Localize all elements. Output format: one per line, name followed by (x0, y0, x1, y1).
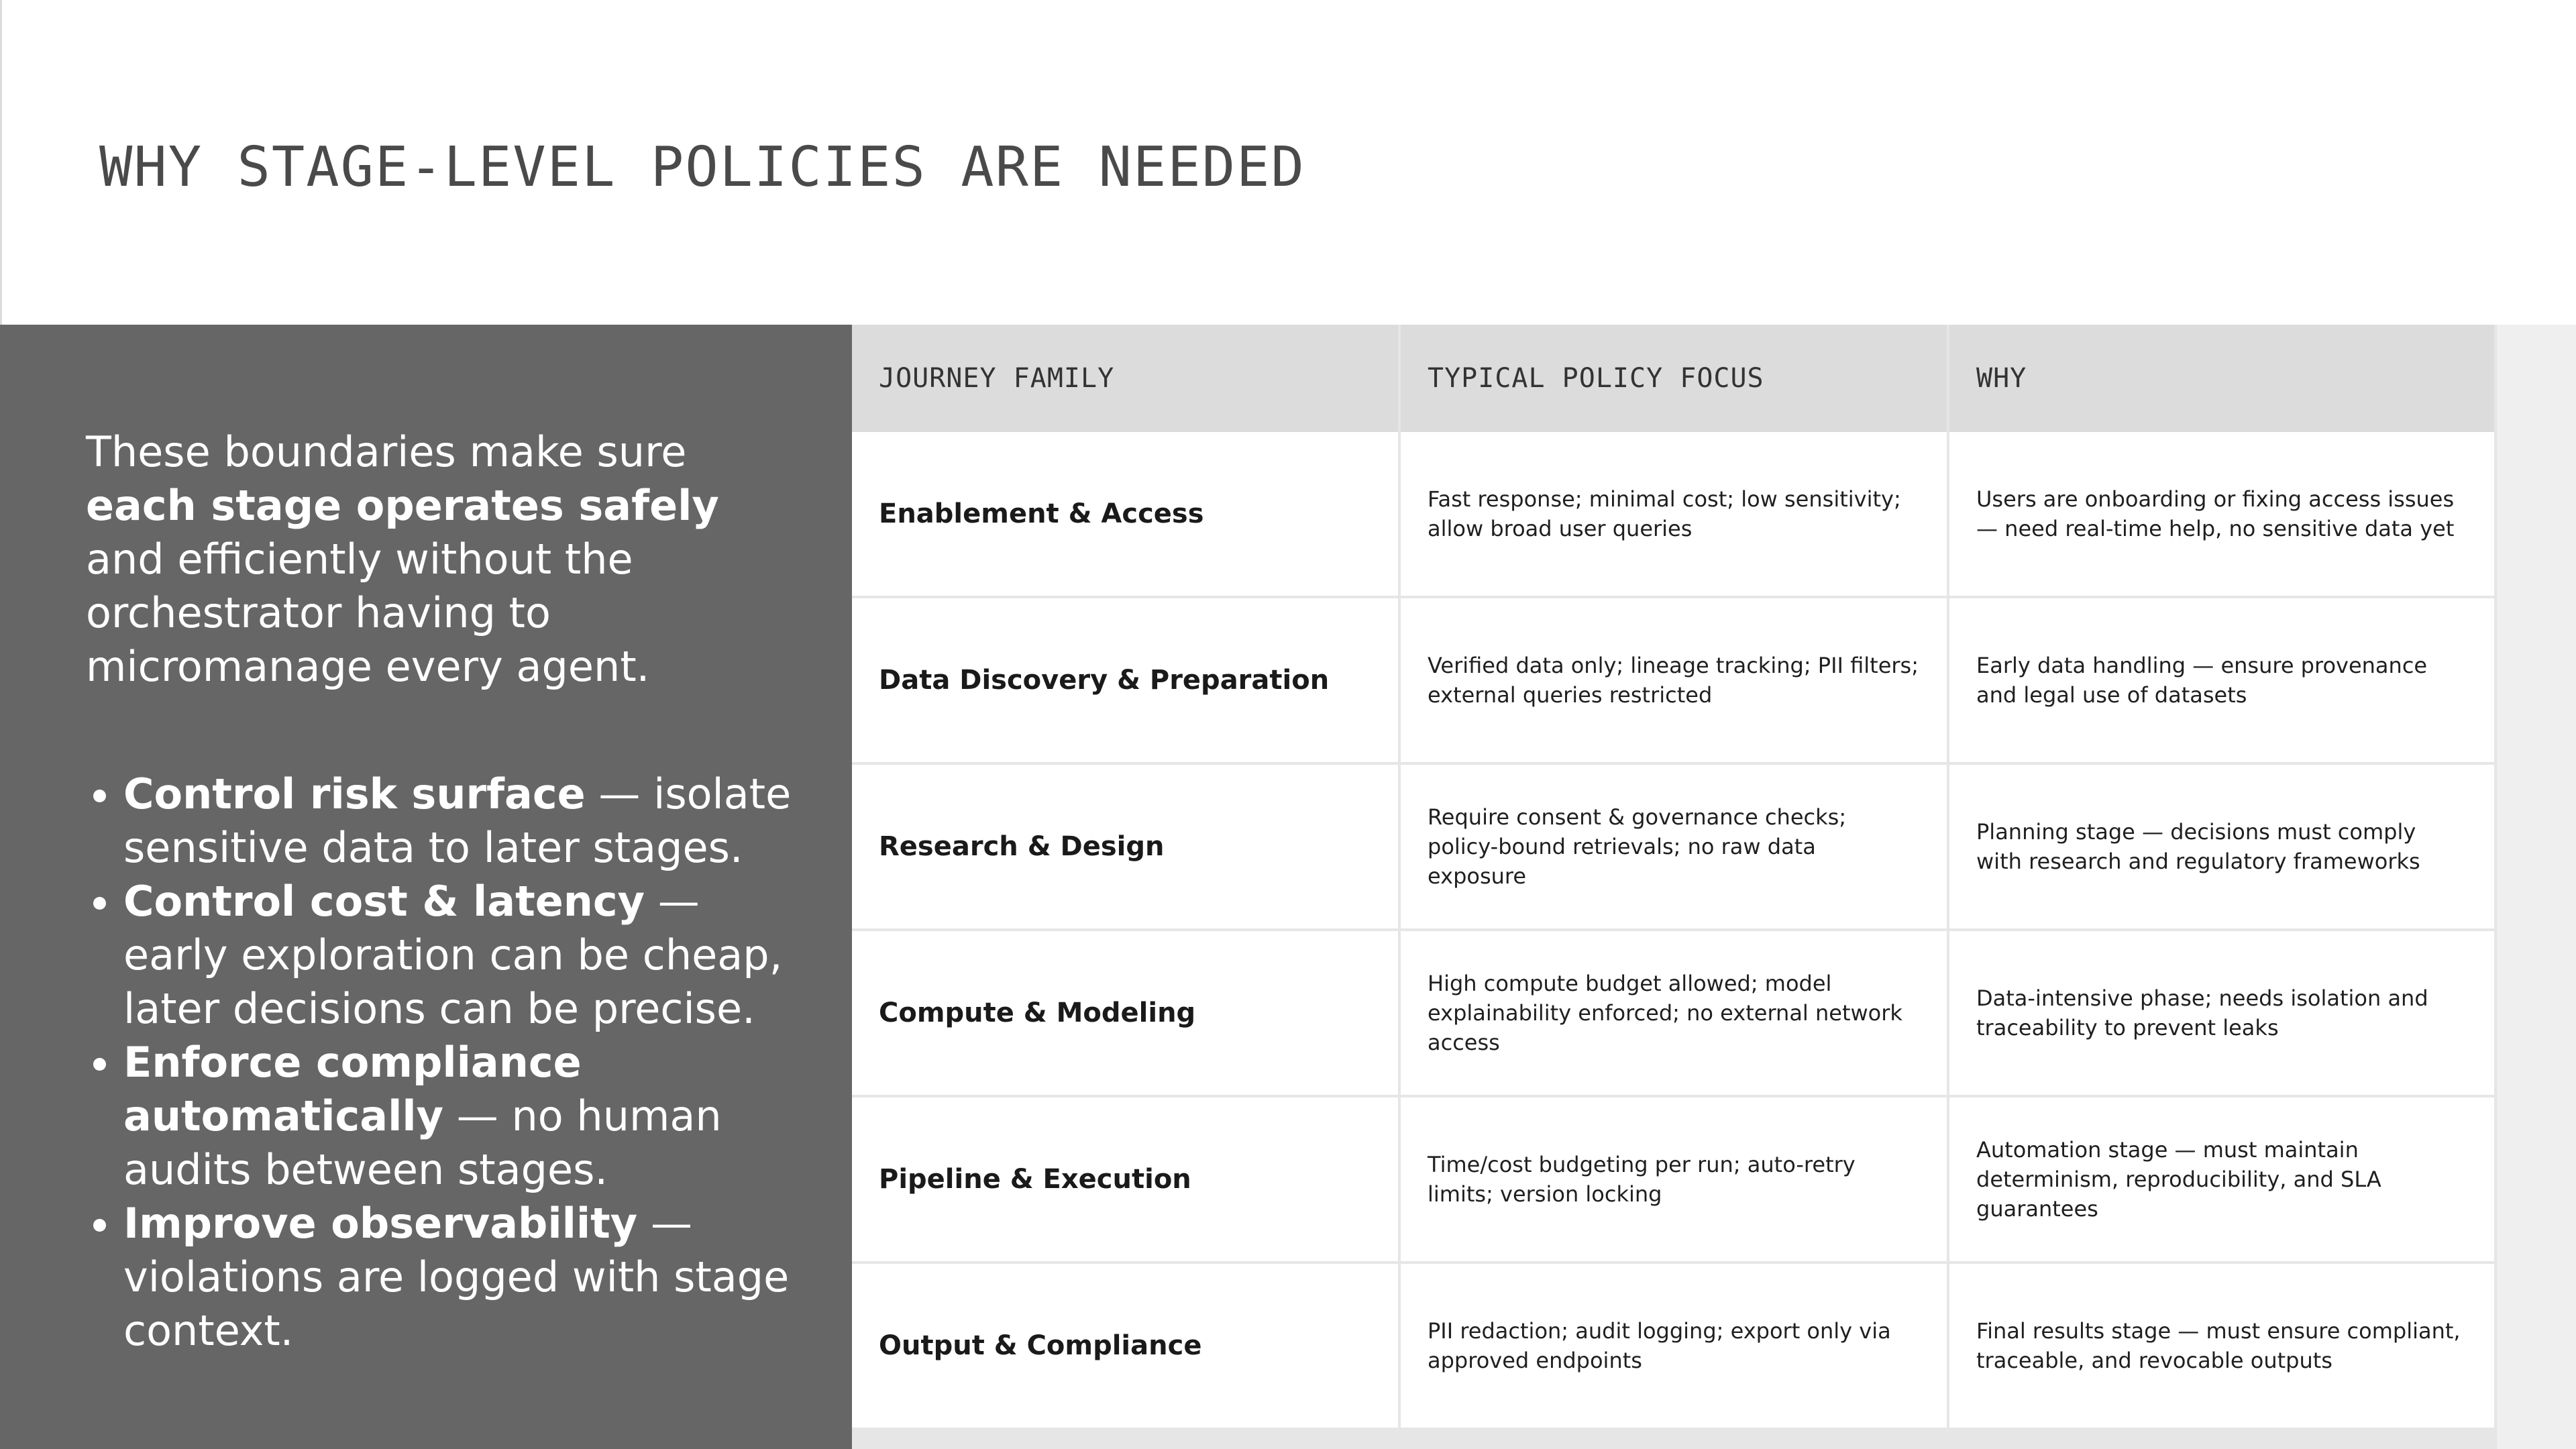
why-cell: Early data handling — ensure provenance and legal use of datasets (1949, 598, 2497, 765)
why-cell: Data-intensive phase; needs isolation and traceability to prevent leaks (1949, 931, 2497, 1097)
intro-text-before: These boundaries make sure (86, 427, 687, 476)
policy-focus-cell: PII redaction; audit logging; export only via approved endpoints (1401, 1264, 1949, 1430)
why-cell: Users are onboarding or fixing access issues — need real-time help, no sensitive data yet (1949, 432, 2497, 598)
benefit-title: Control cost & latency (123, 877, 645, 926)
benefit-title: Control risk surface (123, 769, 586, 818)
policy-focus-cell: High compute budget allowed; model explainability enforced; no external network access (1401, 931, 1949, 1097)
summary-panel (0, 325, 852, 1449)
intro-text-after: and efficiently without the orchestrator having to micromanage every agent. (86, 535, 650, 691)
why-cell: Final results stage — must ensure compliant, traceable, and revocable outputs (1949, 1264, 2497, 1430)
benefit-text: — isolate sensitive data to later stages. (123, 769, 792, 872)
intro-text-bold: each stage operates safely (86, 481, 719, 530)
journey-family-cell: Enablement & Access (852, 432, 1401, 598)
policy-focus-cell: Fast response; minimal cost; low sensitivity; allow broad user queries (1401, 432, 1949, 598)
intro-text (86, 425, 757, 694)
page-title: WHY STAGE-LEVEL POLICIES ARE NEEDED (99, 136, 1305, 199)
why-cell: Automation stage — must maintain determinism, reproducibility, and SLA guarantees (1949, 1097, 2497, 1264)
column-header-why: WHY (1949, 325, 2497, 432)
journey-family-cell: Research & Design (852, 765, 1401, 931)
why-cell: Planning stage — decisions must comply with research and regulatory frameworks (1949, 765, 2497, 931)
journey-family-cell: Compute & Modeling (852, 931, 1401, 1097)
policy-focus-cell: Time/cost budgeting per run; auto-retry limits; version locking (1401, 1097, 1949, 1264)
benefit-item (123, 1197, 801, 1358)
benefit-text: — violations are logged with stage context. (123, 1199, 790, 1355)
benefit-item (123, 767, 801, 875)
policy-table-grid (852, 325, 2497, 1430)
policy-table (852, 325, 2497, 1449)
journey-family-cell: Pipeline & Execution (852, 1097, 1401, 1264)
benefit-title: Enforce compliance automatically (123, 1038, 582, 1140)
benefit-item (123, 1036, 801, 1197)
column-header-journey-family: JOURNEY FAMILY (852, 325, 1401, 432)
policy-focus-cell: Require consent & governance checks; policy-bound retrievals; no raw data exposure (1401, 765, 1949, 931)
column-header-policy-focus: TYPICAL POLICY FOCUS (1401, 325, 1949, 432)
benefit-title: Improve observability (123, 1199, 638, 1248)
journey-family-cell: Data Discovery & Preparation (852, 598, 1401, 765)
benefit-list (86, 767, 801, 1358)
benefit-text: — early exploration can be cheap, later decisions can be precise. (123, 877, 783, 1033)
policy-focus-cell: Verified data only; lineage tracking; PII filters; external queries restricted (1401, 598, 1949, 765)
journey-family-cell: Output & Compliance (852, 1264, 1401, 1430)
benefit-item (123, 875, 801, 1036)
benefit-text: — no human audits between stages. (123, 1091, 722, 1194)
right-margin-strip (2497, 325, 2576, 1449)
left-edge-rule (0, 0, 2, 325)
